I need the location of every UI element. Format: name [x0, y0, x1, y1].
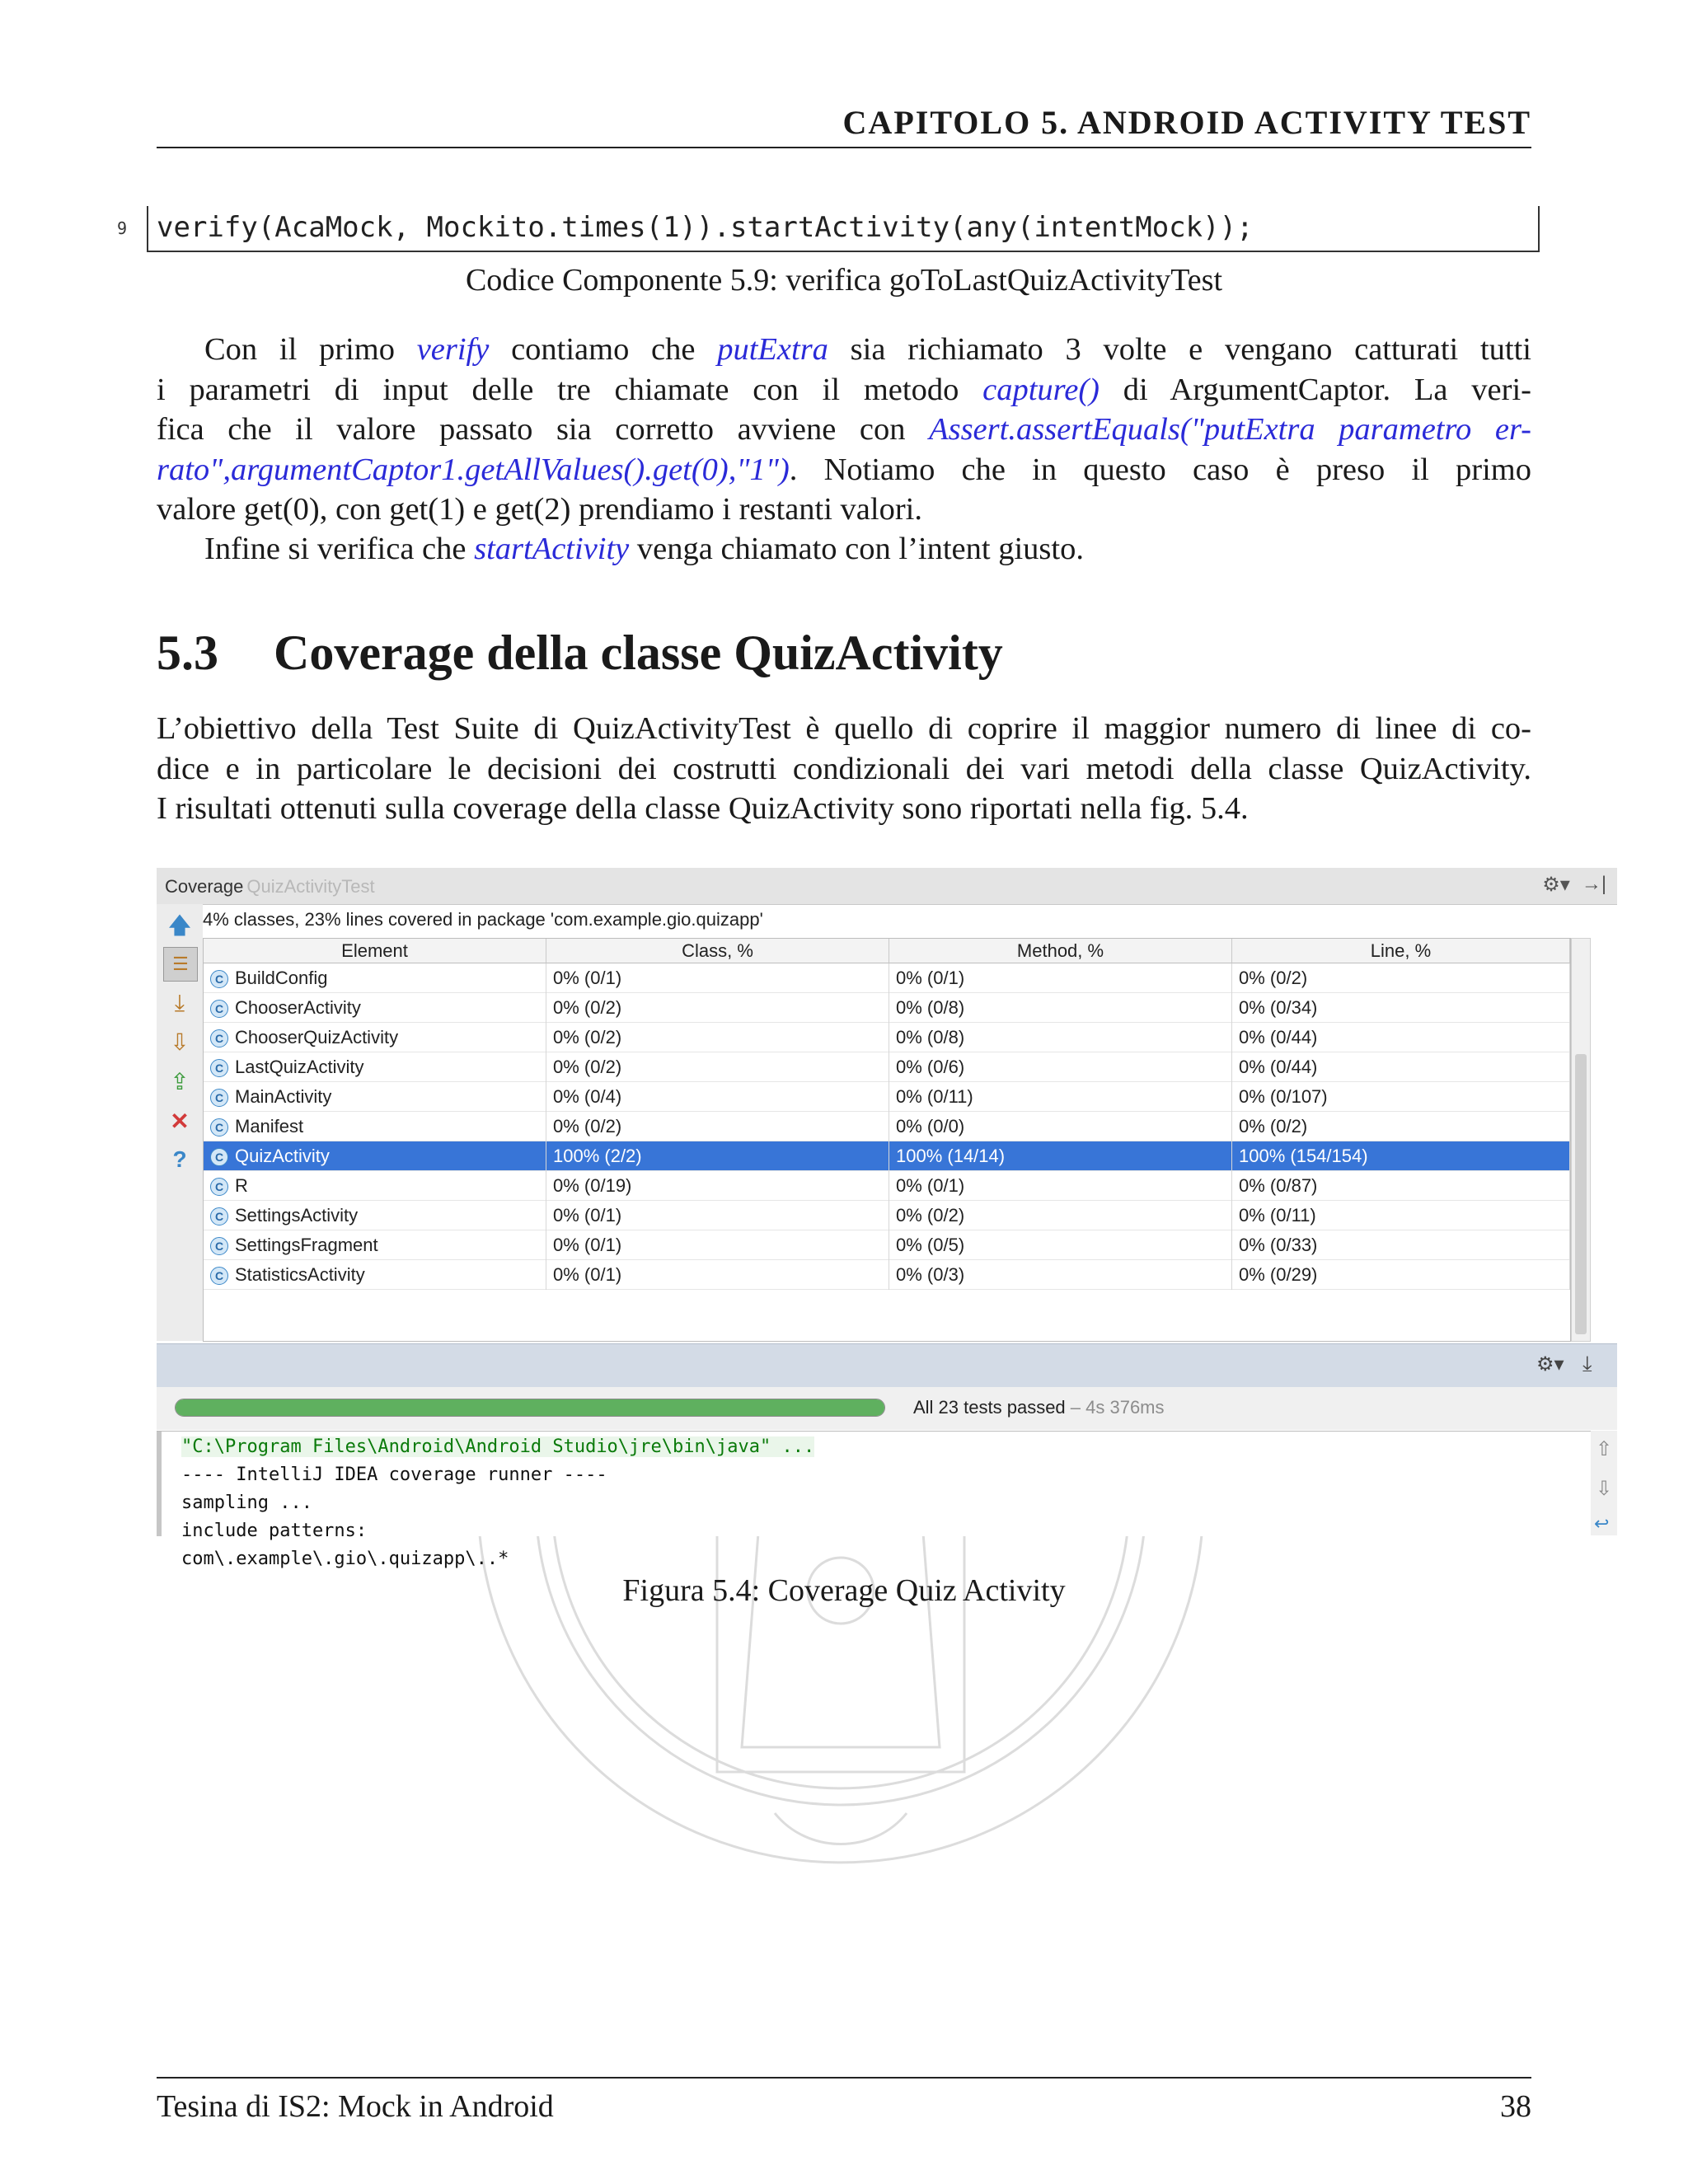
method-coverage-cell: 0% (0/8)	[889, 1023, 1232, 1052]
soft-wrap-icon[interactable]: ↩	[1594, 1513, 1610, 1534]
hide-panel-icon[interactable]: →|	[1581, 873, 1607, 895]
element-cell: C ChooserActivity	[204, 993, 546, 1023]
class-coverage-cell: 0% (0/2)	[546, 993, 889, 1023]
paragraph-line: L’obiettivo della Test Suite di QuizActivityTest è quello di coprire il maggior numero di linee di co-	[157, 711, 1531, 746]
element-cell: C SettingsFragment	[204, 1230, 546, 1260]
paragraph-line: i parametri di input delle tre chiamate con il metodo capture() di ArgumentCaptor. La veri-	[157, 372, 1531, 407]
class-icon: C	[210, 1237, 228, 1255]
coverage-panel-title: Coverage QuizActivityTest	[165, 876, 375, 897]
class-icon: C	[210, 1029, 228, 1047]
table-row[interactable]	[204, 1260, 1570, 1290]
element-cell: C BuildConfig	[204, 963, 546, 993]
scroll-down-arrow-icon[interactable]: ⇩	[1596, 1478, 1613, 1500]
method-coverage-cell: 0% (0/5)	[889, 1230, 1232, 1260]
class-coverage-cell: 0% (0/2)	[546, 1023, 889, 1052]
class-icon: C	[210, 1267, 228, 1285]
element-cell: C MainActivity	[204, 1082, 546, 1112]
method-coverage-cell: 0% (0/1)	[889, 1171, 1232, 1201]
export-report-icon[interactable]: ⇪	[170, 1069, 190, 1094]
section-number: 5.3	[157, 626, 218, 680]
console-line: "C:\Program Files\Android\Android Studio\jre\bin\java" ...	[181, 1436, 815, 1457]
element-cell: C StatisticsActivity	[204, 1260, 546, 1290]
download-icon[interactable]: ⤓	[1582, 1351, 1592, 1376]
class-icon: C	[210, 970, 228, 988]
tests-status: All 23 tests passed – 4s 376ms	[913, 1397, 1165, 1418]
table-scrollbar[interactable]	[1571, 938, 1591, 1342]
line-coverage-cell: 0% (0/107)	[1232, 1082, 1570, 1112]
table-row[interactable]	[204, 1201, 1570, 1230]
method-coverage-cell: 0% (0/0)	[889, 1112, 1232, 1141]
console-line: ---- IntelliJ IDEA coverage runner ----	[181, 1465, 607, 1485]
code-caption: Codice Componente 5.9: verifica goToLastQuizActivityTest	[465, 263, 1223, 298]
paragraph-line: fica che il valore passato sia corretto avviene con Assert.assertEquals("putExtra parametro er-	[157, 412, 1531, 448]
console-line: com\.example\.gio\.quizapp\..*	[181, 1549, 509, 1569]
table-row[interactable]	[204, 1082, 1570, 1112]
test-progress-area	[157, 1387, 1617, 1430]
column-header-class[interactable]: Class, %	[546, 939, 889, 963]
line-coverage-cell: 0% (0/33)	[1232, 1230, 1570, 1260]
class-coverage-cell: 0% (0/1)	[546, 1201, 889, 1230]
method-coverage-cell: 0% (0/1)	[889, 963, 1232, 993]
paragraph-line: Infine si verifica che startActivity venga chiamato con l’intent giusto.	[204, 532, 1084, 566]
run-panel-toolbar	[157, 1343, 1617, 1388]
line-coverage-cell: 0% (0/87)	[1232, 1171, 1570, 1201]
class-coverage-cell: 0% (0/4)	[546, 1082, 889, 1112]
page-number: 38	[1500, 2089, 1531, 2124]
code-line-number: 9	[117, 218, 128, 238]
element-cell: C QuizActivity	[204, 1141, 546, 1171]
column-header-element[interactable]: Element	[204, 939, 546, 963]
header-rule	[157, 147, 1531, 148]
method-coverage-cell: 0% (0/2)	[889, 1201, 1232, 1230]
class-coverage-cell: 0% (0/2)	[546, 1052, 889, 1082]
autoscroll-to-source-icon[interactable]: ⇩	[170, 1029, 190, 1055]
footer-rule	[157, 2077, 1531, 2079]
line-coverage-cell: 100% (154/154)	[1232, 1141, 1570, 1171]
element-cell: C R	[204, 1171, 546, 1201]
line-coverage-cell: 0% (0/2)	[1232, 963, 1570, 993]
table-row[interactable]	[204, 1171, 1570, 1201]
paragraph-coverage-intro	[157, 709, 1531, 829]
table-row[interactable]	[204, 1230, 1570, 1260]
section-heading	[157, 625, 1003, 682]
element-cell: C ChooserQuizActivity	[204, 1023, 546, 1052]
run-settings-gear-icon[interactable]: ⚙▾	[1536, 1353, 1564, 1376]
line-coverage-cell: 0% (0/2)	[1232, 1112, 1570, 1141]
class-coverage-cell: 0% (0/1)	[546, 963, 889, 993]
table-row[interactable]	[204, 963, 1570, 993]
coverage-run-tab[interactable]: QuizActivityTest	[246, 876, 375, 897]
method-coverage-cell: 0% (0/8)	[889, 993, 1232, 1023]
column-header-line[interactable]: Line, %	[1232, 939, 1570, 963]
paragraph-line: dice e in particolare le decisioni dei costrutti condizionali dei vari metodi della classe QuizActivity.	[157, 751, 1531, 786]
line-coverage-cell: 0% (0/44)	[1232, 1052, 1570, 1082]
paragraph-line: rato",argumentCaptor1.getAllValues().get(0),"1"). Notiamo che in questo caso è preso il primo	[157, 452, 1531, 487]
scroll-up-arrow-icon[interactable]: ⇧	[1596, 1438, 1613, 1460]
coverage-side-toolbar	[157, 904, 203, 1341]
class-icon: C	[210, 1059, 228, 1077]
class-coverage-cell: 0% (0/2)	[546, 1112, 889, 1141]
coverage-table	[203, 938, 1571, 1342]
method-coverage-cell: 0% (0/3)	[889, 1260, 1232, 1290]
class-coverage-cell: 100% (2/2)	[546, 1141, 889, 1171]
line-coverage-cell: 0% (0/11)	[1232, 1201, 1570, 1230]
code-listing-text: verify(AcaMock, Mockito.times(1)).startActivity(any(intentMock));	[157, 211, 1254, 244]
table-row[interactable]	[204, 1023, 1570, 1052]
paragraph-line: valore get(0), con get(1) e get(2) prendiamo i restanti valori.	[157, 492, 922, 527]
coverage-summary: 4% classes, 23% lines covered in package 'com.example.gio.quizapp'	[203, 909, 763, 930]
test-progress-fill	[176, 1399, 884, 1416]
console-side-toolbar	[1591, 1431, 1617, 1535]
table-row-selected[interactable]	[204, 1141, 1570, 1171]
section-title-text: Coverage della classe QuizActivity	[274, 626, 1003, 680]
paragraph-line: Con il primo verify contiamo che putExtra sia richiamato 3 volte e vengano catturati tutti	[204, 332, 1531, 367]
method-coverage-cell: 100% (14/14)	[889, 1141, 1232, 1171]
paragraph-startactivity	[157, 529, 1531, 569]
running-header: CAPITOLO 5. ANDROID ACTIVITY TEST	[842, 104, 1531, 141]
close-icon[interactable]: ✕	[170, 1108, 190, 1134]
go-up-arrow-icon[interactable]: 🡅	[167, 912, 192, 938]
test-progress-bar	[175, 1399, 885, 1417]
table-row[interactable]	[204, 993, 1570, 1023]
university-seal-watermark	[445, 1467, 1236, 2027]
element-cell: C SettingsActivity	[204, 1201, 546, 1230]
line-coverage-cell: 0% (0/34)	[1232, 993, 1570, 1023]
class-coverage-cell: 0% (0/19)	[546, 1171, 889, 1201]
element-cell: C Manifest	[204, 1112, 546, 1141]
footer-title: Tesina di IS2: Mock in Android	[157, 2089, 554, 2124]
column-header-method[interactable]: Method, %	[889, 939, 1232, 963]
class-coverage-cell: 0% (0/1)	[546, 1230, 889, 1260]
scrollbar-thumb[interactable]	[1575, 1054, 1587, 1334]
figure-caption: Figura 5.4: Coverage Quiz Activity	[622, 1573, 1066, 1608]
paragraph-line: I risultati ottenuti sulla coverage della classe QuizActivity sono riportati nella fig. 5.4.	[157, 791, 1249, 827]
class-coverage-cell: 0% (0/1)	[546, 1260, 889, 1290]
line-coverage-cell: 0% (0/44)	[1232, 1023, 1570, 1052]
flatten-packages-icon[interactable]: ☰	[163, 947, 198, 982]
class-icon: C	[210, 1000, 228, 1018]
method-coverage-cell: 0% (0/6)	[889, 1052, 1232, 1082]
table-row[interactable]	[204, 1052, 1570, 1082]
class-icon: C	[210, 1178, 228, 1196]
element-cell: C LastQuizActivity	[204, 1052, 546, 1082]
class-icon: C	[210, 1148, 228, 1166]
paragraph-verify-explanation	[157, 330, 1531, 530]
help-icon[interactable]: ?	[172, 1146, 187, 1172]
class-icon: C	[210, 1089, 228, 1107]
console-line: include patterns:	[181, 1521, 368, 1541]
class-icon: C	[210, 1118, 228, 1137]
coverage-panel-titlebar	[157, 868, 1617, 905]
class-icon: C	[210, 1207, 228, 1226]
table-row[interactable]	[204, 1112, 1570, 1141]
method-coverage-cell: 0% (0/11)	[889, 1082, 1232, 1112]
run-console[interactable]	[157, 1431, 1591, 1569]
coverage-panel-screenshot	[157, 868, 1617, 1569]
settings-gear-icon[interactable]: ⚙▾	[1542, 874, 1570, 896]
import-data-icon[interactable]: ⤓	[174, 990, 185, 1015]
console-line: sampling ...	[181, 1493, 312, 1513]
line-coverage-cell: 0% (0/29)	[1232, 1260, 1570, 1290]
console-gutter	[157, 1432, 162, 1536]
